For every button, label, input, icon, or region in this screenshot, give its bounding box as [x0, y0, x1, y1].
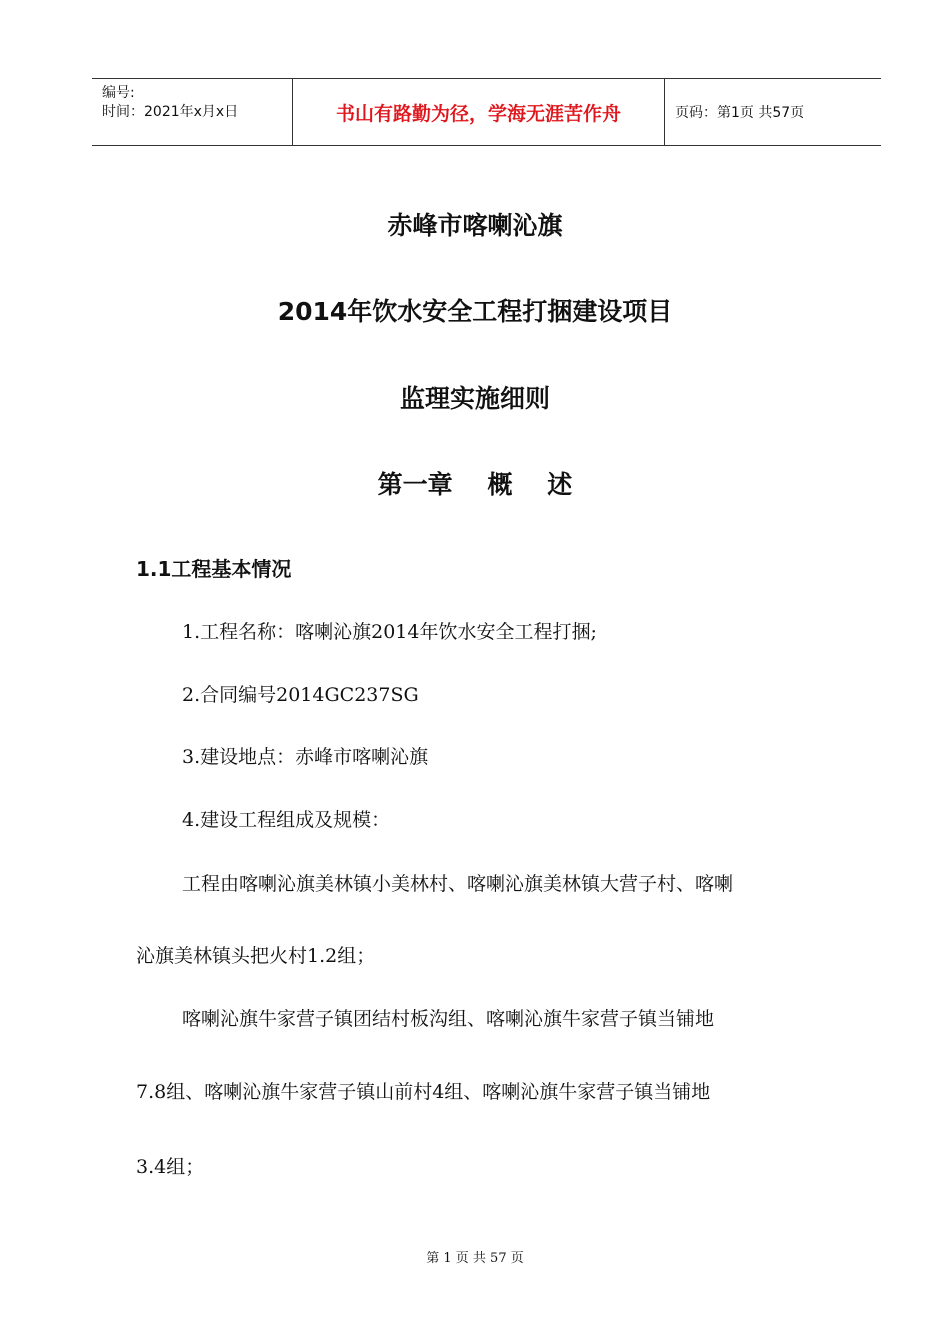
title-project: 2014年饮水安全工程打捆建设项目 — [277, 297, 673, 326]
paragraph-body-line: 喀喇沁旗牛家营子镇团结村板沟组、喀喇沁旗牛家营子镇当铺地 — [182, 1008, 715, 1030]
header-motto: 书山有路勤为径，学海无涯苦作舟 — [293, 79, 665, 145]
paragraph-body-line: 7.8组、喀喇沁旗牛家营子镇山前村4组、喀喇沁旗牛家营子镇当铺地 — [136, 1081, 711, 1103]
header-page-label: 页码：第1页 共57页 — [675, 105, 805, 121]
paragraph-location: 3.建设地点：赤峰市喀喇沁旗 — [182, 746, 429, 768]
header-info-cell — [92, 79, 293, 145]
title-region: 赤峰市喀喇沁旗 — [387, 211, 563, 240]
paragraph-body-line: 3.4组； — [136, 1156, 205, 1178]
number-label: 编号: — [102, 85, 135, 101]
section-heading: 1.1工程基本情况 — [136, 557, 292, 581]
page-header — [92, 78, 881, 146]
page-footer: 第 1 页 共 57 页 — [426, 1251, 524, 1266]
paragraph-body-line: 沁旗美林镇头把火村1.2组； — [136, 945, 376, 967]
paragraph-scope: 4.建设工程组成及规模： — [182, 809, 391, 831]
paragraph-body-line: 工程由喀喇沁旗美林镇小美林村、喀喇沁旗美林镇大营子村、喀喇 — [182, 873, 734, 895]
time-label: 时间：2021年x月x日 — [102, 104, 239, 120]
paragraph-contract-number: 2.合同编号2014GC237SG — [182, 684, 419, 706]
paragraph-project-name: 1.工程名称：喀喇沁旗2014年饮水安全工程打捆; — [182, 621, 597, 643]
title-document: 监理实施细则 — [399, 384, 550, 413]
chapter-title: 第一章 概 述 — [377, 470, 573, 499]
